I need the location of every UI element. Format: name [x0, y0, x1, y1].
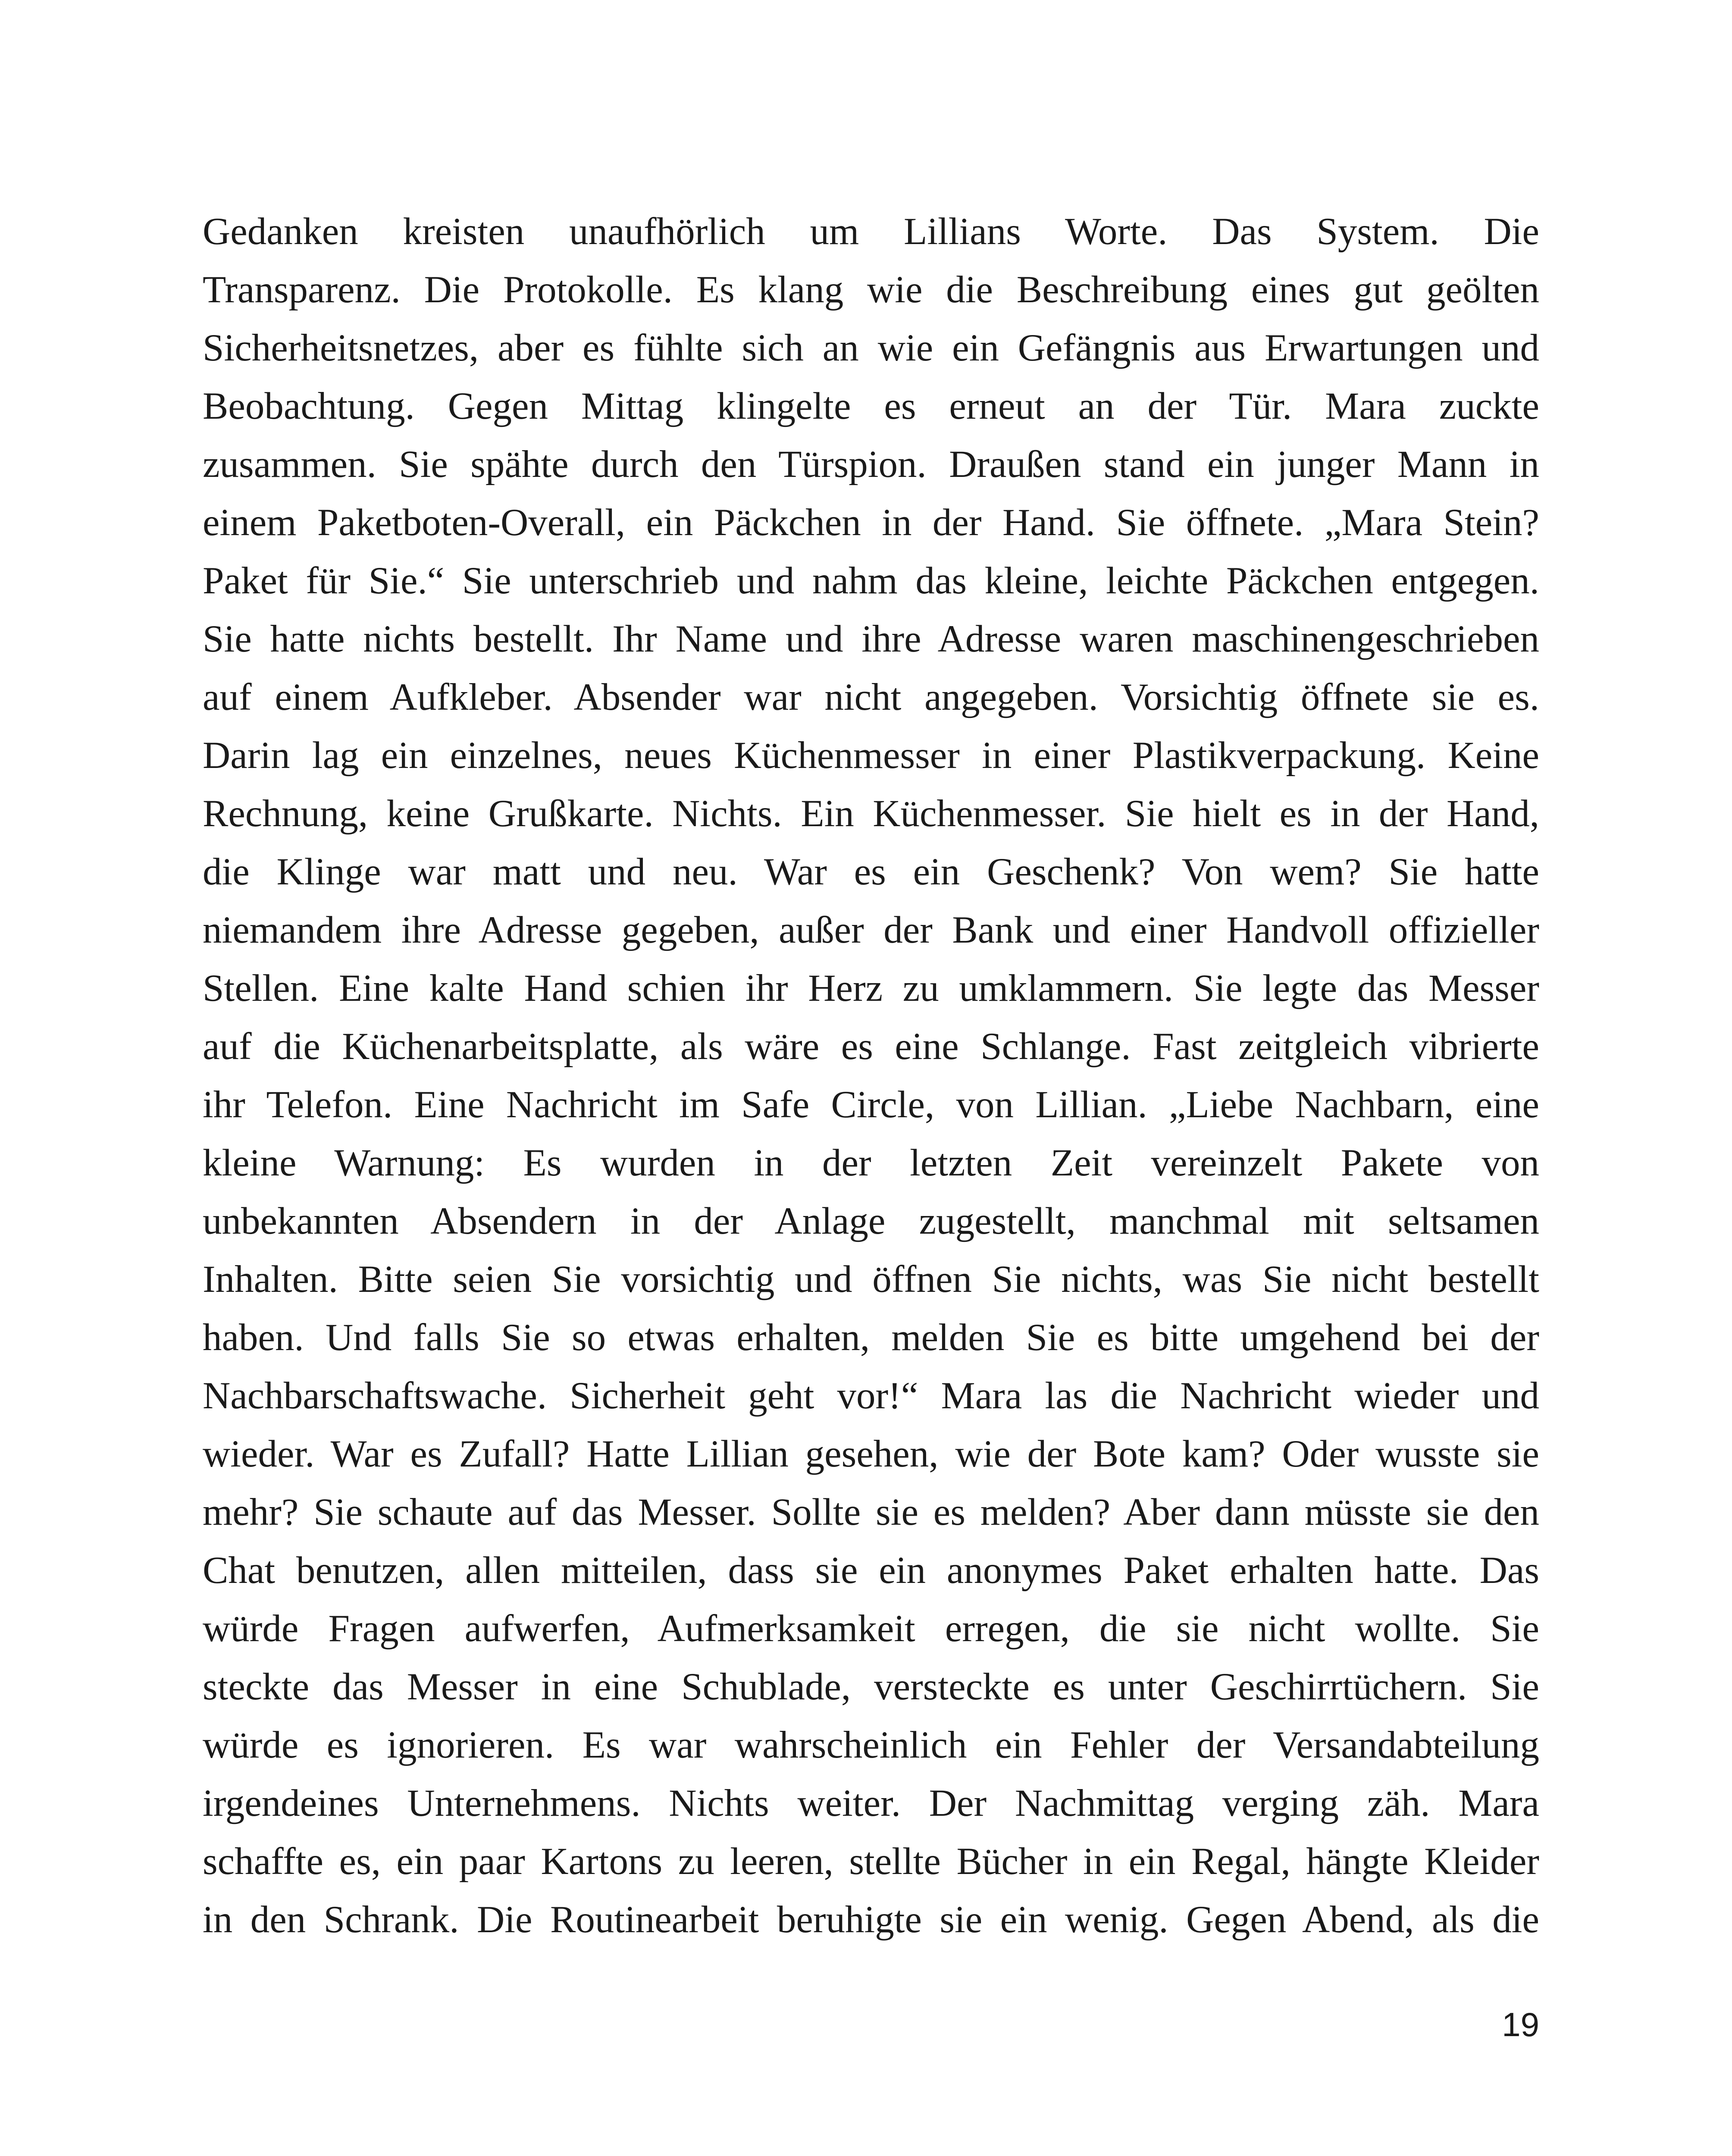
text-line: auf die Küchenarbeitsplatte, als wäre es eine Schlange. Fast zeitgleich vibrierte [203, 1025, 1539, 1068]
text-line: einem Paketboten-Overall, ein Päckchen in der Hand. Sie öffnete. „Mara Stein? [203, 501, 1539, 544]
text-line: ihr Telefon. Eine Nachricht im Safe Circle, von Lillian. „Liebe Nachbarn, eine [203, 1084, 1539, 1126]
text-line: irgendeines Unternehmens. Nichts weiter. Der Nachmittag verging zäh. Mara [203, 1782, 1539, 1824]
text-line: steckte das Messer in eine Schublade, versteckte es unter Geschirrtüchern. Sie [203, 1666, 1539, 1708]
text-line: Inhalten. Bitte seien Sie vorsichtig und öffnen Sie nichts, was Sie nicht bestellt [203, 1258, 1539, 1300]
text-line: würde es ignorieren. Es war wahrscheinlich ein Fehler der Versandabteilung [203, 1724, 1539, 1766]
text-line: niemandem ihre Adresse gegeben, außer der Bank und einer Handvoll offizieller [203, 909, 1539, 951]
text-line: kleine Warnung: Es wurden in der letzten Zeit vereinzelt Pakete von [203, 1142, 1539, 1184]
text-line: zusammen. Sie spähte durch den Türspion. Draußen stand ein junger Mann in [203, 443, 1539, 486]
text-line: Transparenz. Die Protokolle. Es klang wie die Beschreibung eines gut geölten [203, 269, 1539, 311]
text-line: Sicherheitsnetzes, aber es fühlte sich an wie ein Gefängnis aus Erwartungen und [203, 327, 1539, 369]
text-line: die Klinge war matt und neu. War es ein Geschenk? Von wem? Sie hatte [203, 851, 1539, 893]
text-line: wieder. War es Zufall? Hatte Lillian gesehen, wie der Bote kam? Oder wusste sie [203, 1433, 1539, 1475]
body-text [203, 203, 1539, 1949]
text-line: in den Schrank. Die Routinearbeit beruhigte sie ein wenig. Gegen Abend, als die [203, 1899, 1539, 1941]
text-line: Nachbarschaftswache. Sicherheit geht vor!“ Mara las die Nachricht wieder und [203, 1375, 1539, 1417]
text-line: mehr? Sie schaute auf das Messer. Sollte sie es melden? Aber dann müsste sie den [203, 1491, 1539, 1533]
text-line: haben. Und falls Sie so etwas erhalten, melden Sie es bitte umgehend bei der [203, 1316, 1539, 1359]
text-line: auf einem Aufkleber. Absender war nicht angegeben. Vorsichtig öffnete sie es. [203, 676, 1539, 718]
text-line: Rechnung, keine Grußkarte. Nichts. Ein Küchenmesser. Sie hielt es in der Hand, [203, 793, 1539, 835]
text-line: Sie hatte nichts bestellt. Ihr Name und ihre Adresse waren maschinengeschrieben [203, 618, 1539, 660]
text-line: Beobachtung. Gegen Mittag klingelte es erneut an der Tür. Mara zuckte [203, 385, 1539, 427]
text-line: schaffte es, ein paar Kartons zu leeren, stellte Bücher in ein Regal, hängte Kleider [203, 1840, 1539, 1883]
text-line: Chat benutzen, allen mitteilen, dass sie ein anonymes Paket erhalten hatte. Das [203, 1549, 1539, 1592]
text-line: unbekannten Absendern in der Anlage zugestellt, manchmal mit seltsamen [203, 1200, 1539, 1242]
page-number: 19 [1502, 2006, 1539, 2043]
text-line: Gedanken kreisten unaufhörlich um Lillians Worte. Das System. Die [203, 210, 1539, 253]
text-line: Stellen. Eine kalte Hand schien ihr Herz zu umklammern. Sie legte das Messer [203, 967, 1539, 1009]
text-line: Paket für Sie.“ Sie unterschrieb und nahm das kleine, leichte Päckchen entgegen. [203, 560, 1539, 602]
text-line: Darin lag ein einzelnes, neues Küchenmesser in einer Plastikverpackung. Keine [203, 734, 1539, 777]
text-line: würde Fragen aufwerfen, Aufmerksamkeit erregen, die sie nicht wollte. Sie [203, 1608, 1539, 1650]
